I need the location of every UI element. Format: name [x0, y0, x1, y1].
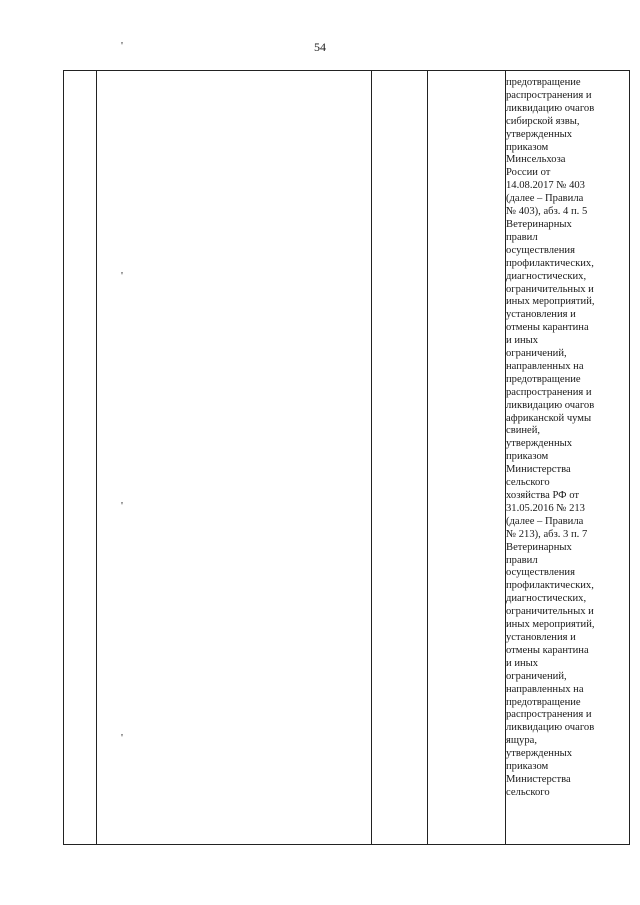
document-table	[63, 70, 630, 845]
cell-text-line: правил	[506, 231, 538, 243]
table-column-divider	[427, 71, 428, 844]
cell-text-line: Министерства	[506, 773, 571, 785]
cell-text-line: хозяйства РФ от	[506, 490, 579, 501]
cell-text-line: иных мероприятий,	[506, 619, 595, 631]
cell-text-line: Минсельхоза	[506, 154, 566, 166]
cell-text-line: предотвращение	[506, 77, 581, 88]
cell-text-line: ликвидацию очагов	[506, 722, 595, 734]
cell-text-line: установления и	[506, 631, 576, 643]
cell-text-line: предотвращение	[506, 696, 581, 708]
margin-mark: '	[121, 270, 123, 282]
cell-text-line: и иных	[506, 335, 539, 347]
cell-text-line: отмены карантина	[506, 322, 589, 334]
margin-mark: '	[121, 40, 123, 52]
page-number: 54	[314, 40, 326, 54]
cell-text-line: и иных	[506, 657, 539, 669]
cell-text-line: ограничений,	[506, 348, 567, 360]
cell-text-line: распространения и	[506, 386, 592, 398]
cell-text-line: (далее – Правила	[506, 515, 584, 527]
cell-text-line: ящура,	[506, 735, 537, 747]
cell-text-line: направленных на	[506, 683, 584, 695]
cell-text-line: ограничительных и	[506, 606, 594, 618]
cell-text-line: приказом	[506, 451, 549, 463]
cell-text-line: распространения и	[506, 709, 592, 721]
cell-text-line: диагностических,	[506, 593, 587, 605]
cell-text-line: приказом	[506, 761, 549, 773]
cell-text-line: (далее – Правила	[506, 193, 584, 205]
cell-text-line: приказом	[506, 141, 549, 153]
margin-mark: '	[121, 500, 123, 512]
cell-text-line: африканской чумы	[506, 412, 592, 424]
cell-text-line: отмены карантина	[506, 644, 589, 656]
cell-text-line: осуществления	[506, 244, 575, 256]
cell-text-line: профилактических,	[506, 257, 594, 269]
cell-text-line: направленных на	[506, 360, 584, 372]
cell-text-line: утвержденных	[506, 128, 573, 140]
cell-text-line: России от	[506, 167, 551, 179]
cell-text-line: ликвидацию очагов	[506, 102, 595, 114]
cell-text-line: сибирской язвы,	[506, 115, 580, 127]
cell-text-line: ограничений,	[506, 670, 567, 682]
table-column-divider	[371, 71, 372, 844]
cell-text-line: № 403), абз. 4 п. 5	[506, 206, 588, 218]
cell-text-line: 31.05.2016 № 213	[506, 502, 585, 514]
cell-text-line: Министерства	[506, 464, 571, 476]
table-column-divider	[96, 71, 97, 844]
cell-text-line: утвержденных	[506, 748, 573, 760]
cell-text-line: сельского	[506, 786, 550, 798]
cell-text-line: Ветеринарных	[506, 541, 572, 553]
cell-text-line: установления и	[506, 309, 576, 321]
margin-mark: '	[121, 732, 123, 744]
cell-text-line: свиней,	[506, 425, 541, 437]
cell-text-line: Ветеринарных	[506, 218, 572, 230]
regulation-reference-cell	[506, 77, 634, 800]
cell-text-line: правил	[506, 554, 538, 566]
cell-text-line: 14.08.2017 № 403	[506, 180, 585, 192]
cell-text-line: ограничительных и	[506, 283, 594, 295]
cell-text-line: предотвращение	[506, 373, 581, 385]
cell-text-line: распространения и	[506, 89, 592, 101]
cell-text-line: иных мероприятий,	[506, 296, 595, 308]
cell-text-line: осуществления	[506, 567, 575, 579]
cell-text-line: диагностических,	[506, 270, 587, 282]
cell-text-line: утвержденных	[506, 438, 573, 450]
cell-text-line: № 213), абз. 3 п. 7	[506, 528, 588, 540]
cell-text-line: сельского	[506, 477, 550, 489]
cell-text-line: профилактических,	[506, 580, 594, 592]
cell-text-line: ликвидацию очагов	[506, 399, 595, 411]
